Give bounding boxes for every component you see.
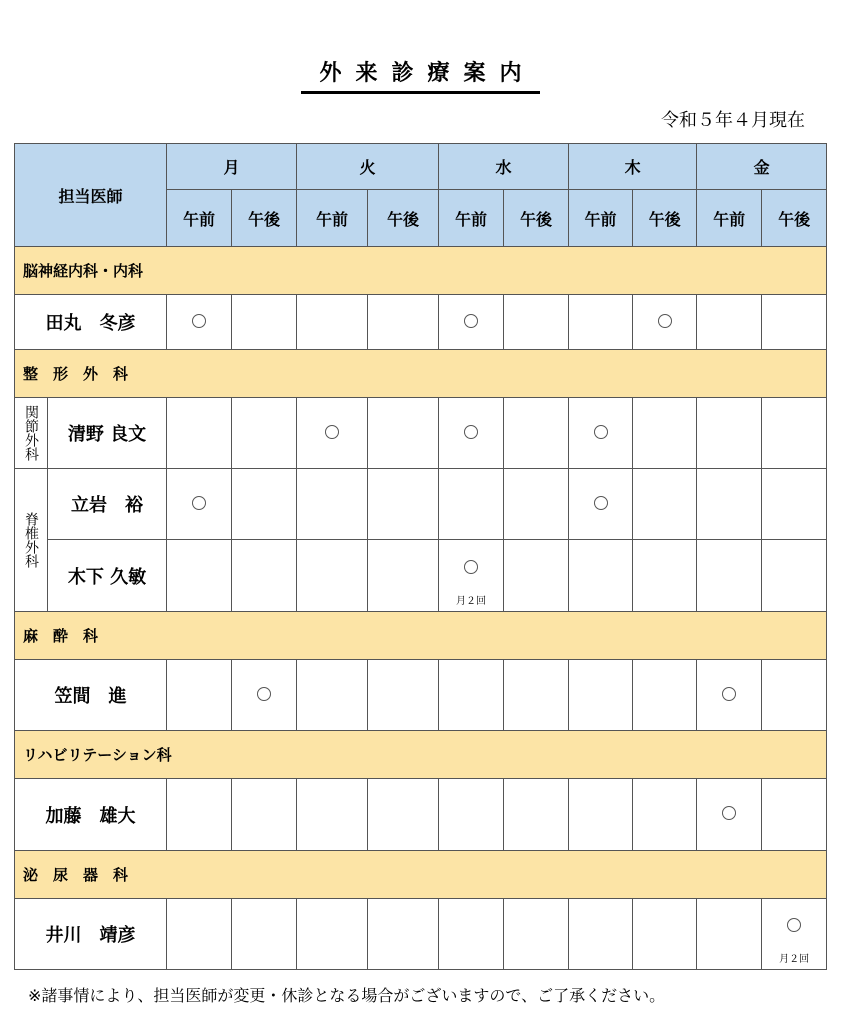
doctor-name: 木下 久敏: [48, 540, 167, 612]
table-row: [15, 469, 827, 540]
doctor-name: 清野 良文: [48, 398, 167, 469]
pm-header: 午後: [368, 190, 439, 247]
am-header: 午前: [569, 190, 633, 247]
department-rehabilitation: リハビリテーション科: [15, 731, 827, 779]
department-neurology: 脳神経内科・内科: [15, 247, 827, 295]
day-header-fri: 金: [697, 144, 827, 190]
available-mark: [325, 425, 339, 439]
doctor-name: 井川 靖彦: [15, 899, 167, 970]
available-mark: [464, 560, 478, 574]
day-header-tue: 火: [297, 144, 439, 190]
schedule-table: [14, 143, 827, 970]
doctor-name: 田丸 冬彦: [15, 295, 167, 350]
available-mark: [464, 314, 478, 328]
pm-header: 午後: [232, 190, 297, 247]
available-mark: [464, 425, 478, 439]
available-mark: [658, 314, 672, 328]
am-header: 午前: [167, 190, 232, 247]
day-header-wed: 水: [439, 144, 569, 190]
am-header: 午前: [697, 190, 762, 247]
am-header: 午前: [297, 190, 368, 247]
table-row: [15, 899, 827, 970]
subspecialty-spine: 脊椎外科: [23, 512, 39, 568]
subspecialty-joint: 関節外科: [23, 405, 39, 461]
table-row: [15, 779, 827, 851]
day-header-mon: 月: [167, 144, 297, 190]
doctor-name: 笠間 進: [15, 660, 167, 731]
available-mark: [594, 496, 608, 510]
doctor-name: 加藤 雄大: [15, 779, 167, 851]
available-mark: [787, 918, 801, 932]
available-mark: [192, 314, 206, 328]
doctor-name: 立岩 裕: [48, 469, 167, 540]
date-label: 令和５年４月現在: [661, 110, 805, 131]
am-header: 午前: [439, 190, 504, 247]
pm-header: 午後: [762, 190, 827, 247]
available-mark: [722, 806, 736, 820]
available-mark: [257, 687, 271, 701]
table-row: [15, 295, 827, 350]
frequency-note: 月２回: [456, 596, 487, 607]
table-row: [15, 540, 827, 612]
table-row: [15, 398, 827, 469]
page-title: 外来診療案内: [0, 56, 841, 94]
doctor-column-header: 担当医師: [15, 144, 167, 247]
department-urology: 泌 尿 器 科: [15, 851, 827, 899]
pm-header: 午後: [504, 190, 569, 247]
footer-note: ※諸事情により、担当医師が変更・休診となる場合がございますので、ご了承ください。: [28, 986, 666, 1005]
available-mark: [192, 496, 206, 510]
frequency-note: 月２回: [779, 954, 810, 965]
day-header-thu: 木: [569, 144, 697, 190]
department-orthopedics: 整 形 外 科: [15, 350, 827, 398]
pm-header: 午後: [633, 190, 697, 247]
table-row: [15, 660, 827, 731]
available-mark: [594, 425, 608, 439]
available-mark: [722, 687, 736, 701]
department-anesthesiology: 麻 酔 科: [15, 612, 827, 660]
